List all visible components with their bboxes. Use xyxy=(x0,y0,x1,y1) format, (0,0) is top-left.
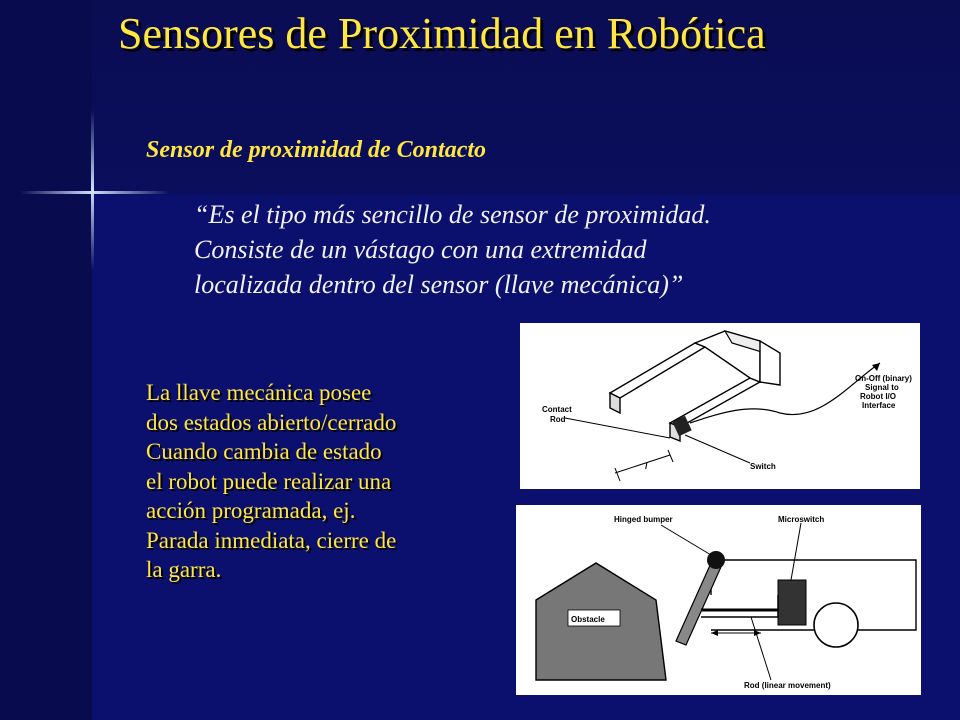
body-line: Parada inmediata, cierre de xyxy=(146,527,397,553)
sparkle-horizontal xyxy=(20,191,170,194)
quote-line: “Es el tipo más sencillo de sensor de proximidad. xyxy=(194,200,711,229)
label-signal-2: Signal to xyxy=(865,383,899,392)
label-switch: Switch xyxy=(750,462,776,471)
body-line: el robot puede realizar una xyxy=(146,468,392,494)
body-text xyxy=(146,378,486,585)
slide-title: Sensores de Proximidad en Robótica xyxy=(118,9,766,58)
quote-line: localizada dentro del sensor (llave mecánica)” xyxy=(194,270,684,299)
label-obstacle: Obstacle xyxy=(571,615,605,624)
body-line: Cuando cambia de estado xyxy=(146,439,382,464)
label-signal-3: Robot I/O xyxy=(860,392,896,401)
slide-subtitle: Sensor de proximidad de Contacto xyxy=(146,137,487,163)
body-line: dos estados abierto/cerrado xyxy=(146,409,397,435)
label-hinged-bumper: Hinged bumper xyxy=(614,515,673,524)
label-signal-4: Interface xyxy=(862,401,896,410)
label-rod: Rod xyxy=(550,415,566,424)
label-microswitch: Microswitch xyxy=(778,515,825,524)
label-contact: Contact xyxy=(542,405,572,414)
contact-rod-diagram xyxy=(520,323,920,489)
hinged-bumper-diagram xyxy=(516,505,921,695)
label-rod-linear: Rod (linear movement) xyxy=(744,681,831,690)
body-line: la garra. xyxy=(146,557,222,582)
sparkle-vertical xyxy=(91,110,94,270)
definition-quote xyxy=(194,197,874,302)
label-signal-1: On-Off (binary) xyxy=(855,374,912,383)
quote-line: Consiste de un vástago con una extremidad xyxy=(194,235,647,264)
background-left-band xyxy=(0,0,92,720)
body-line: acción programada, ej. xyxy=(146,498,356,523)
body-line: La llave mecánica posee xyxy=(146,380,372,405)
label-length: l xyxy=(645,462,648,471)
